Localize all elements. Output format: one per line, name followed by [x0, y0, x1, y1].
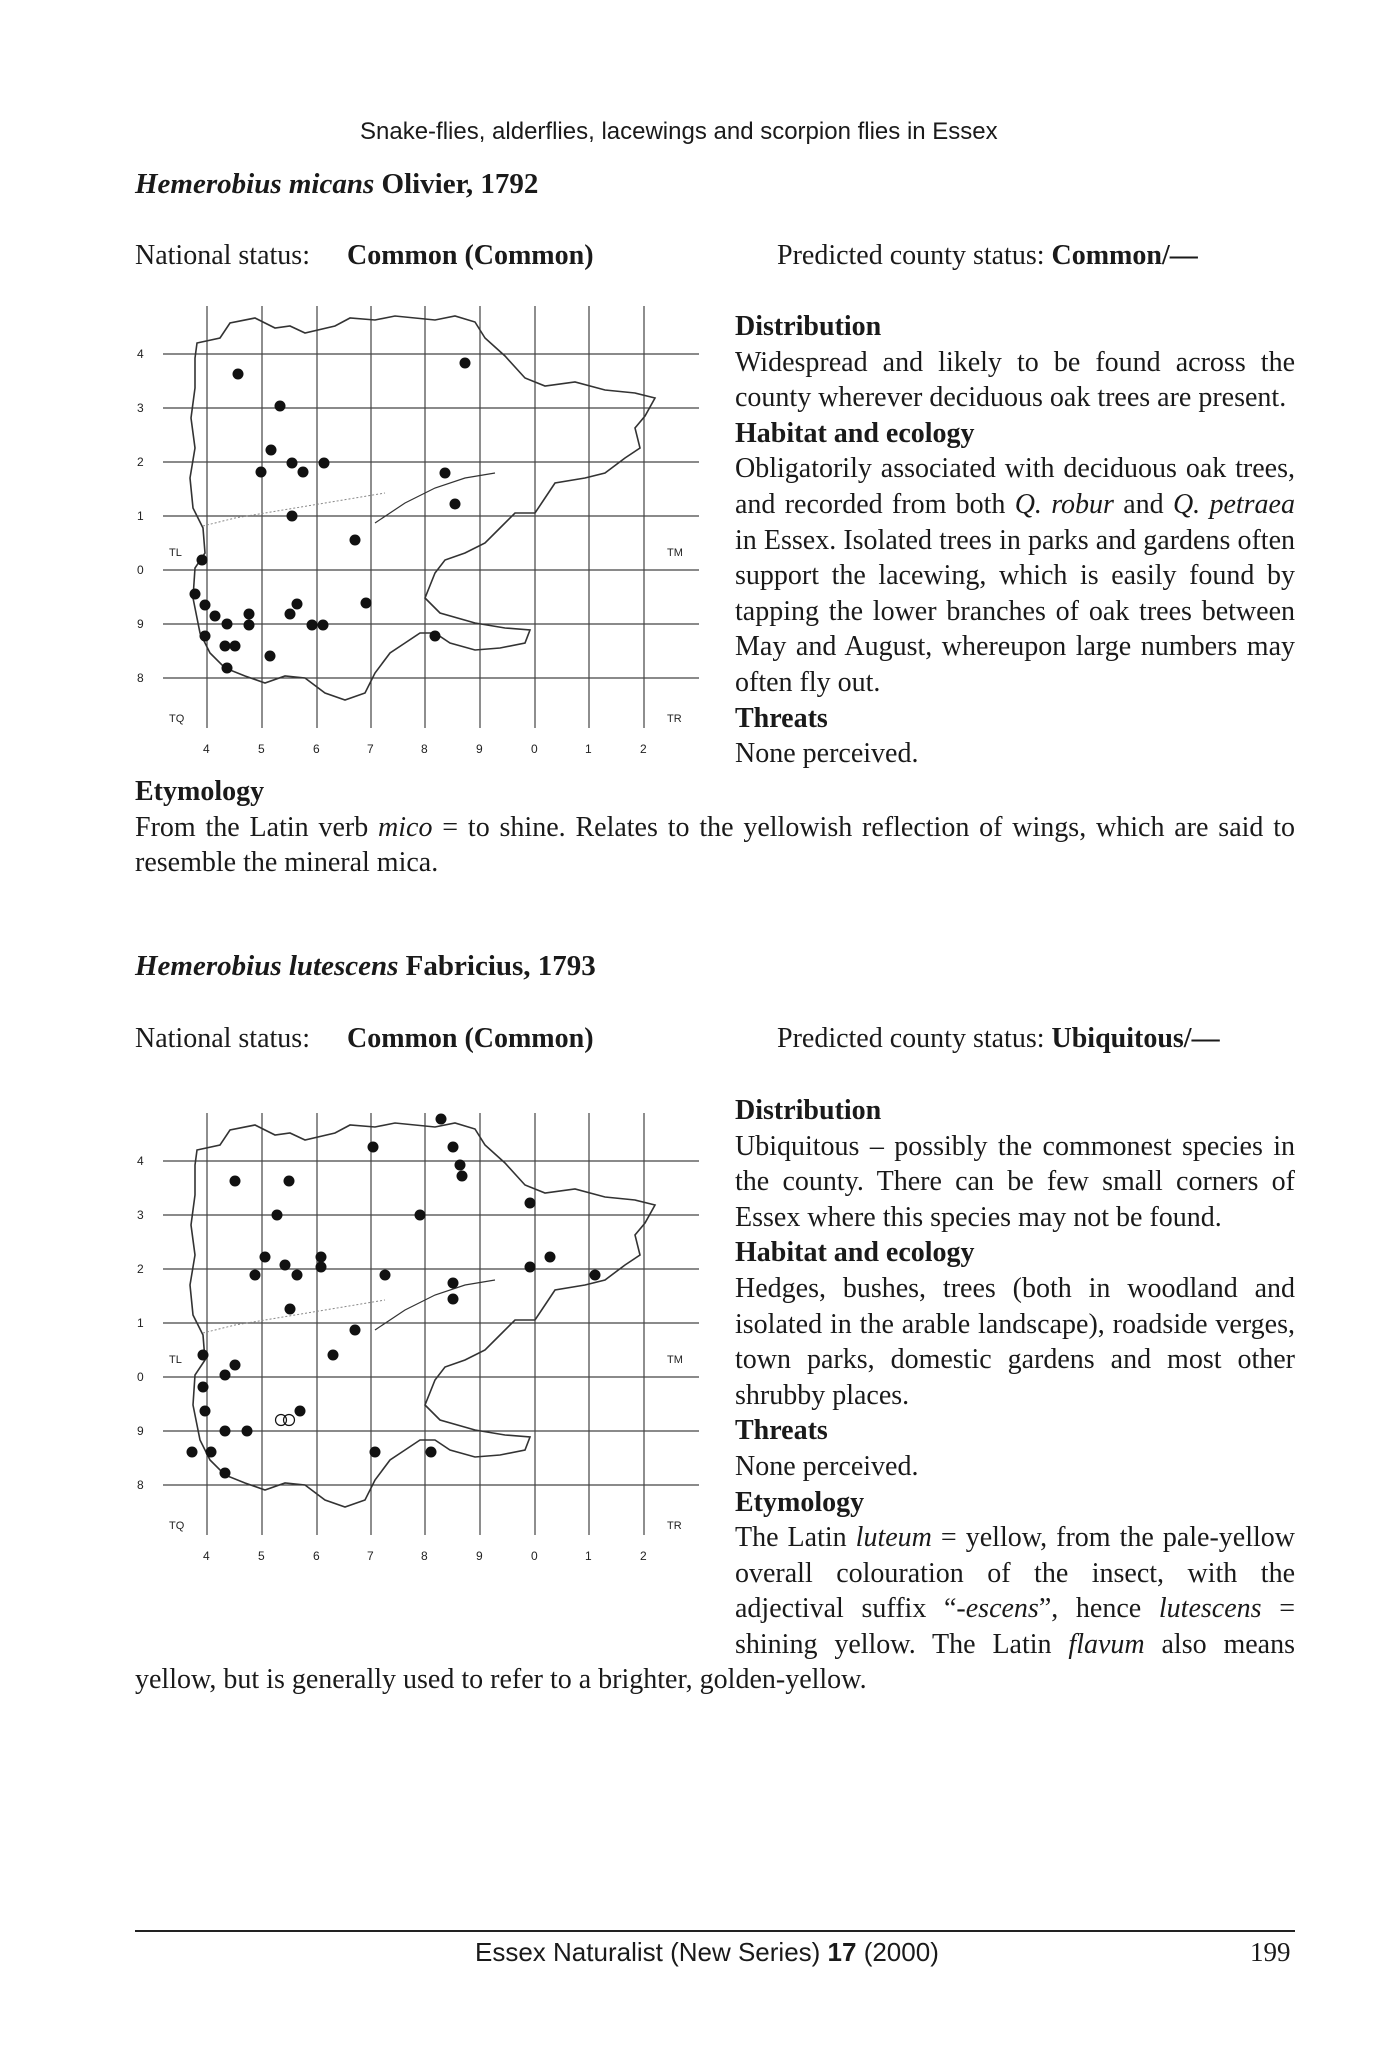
record-dot	[295, 1406, 306, 1417]
record-dot	[448, 1294, 459, 1305]
record-dot	[265, 651, 276, 662]
county-outline	[190, 1123, 655, 1507]
record-dot	[266, 445, 277, 456]
record-dot	[316, 1262, 327, 1273]
footer-journal: Essex Naturalist (New Series)	[475, 1937, 828, 1967]
record-dot	[244, 609, 255, 620]
species-2-name: Hemerobius lutescens	[135, 950, 399, 982]
map-row-labels	[137, 347, 144, 685]
square-label-tl: TL	[169, 1354, 182, 1366]
row-label: 9	[137, 617, 144, 631]
col-label: 1	[585, 742, 592, 756]
etymology-text-part: The Latin	[735, 1522, 856, 1553]
row-label: 4	[137, 347, 144, 361]
record-dot	[318, 620, 329, 631]
record-dot	[460, 358, 471, 369]
square-label-tq: TQ	[169, 1520, 185, 1532]
record-dot	[368, 1142, 379, 1153]
record-dot	[187, 1447, 198, 1458]
distribution-text: Widespread and likely to be found across the county wherever deciduous oak trees are present.	[735, 346, 1295, 414]
col-label: 2	[640, 1549, 647, 1563]
predicted-status-value: Common/—	[1051, 240, 1198, 271]
record-dot	[328, 1350, 339, 1361]
record-dot	[450, 499, 461, 510]
square-label-tm: TM	[667, 547, 683, 559]
square-label-tr: TR	[667, 713, 682, 725]
record-dot	[380, 1270, 391, 1281]
etymology-italic: luteum	[855, 1522, 932, 1553]
record-dot	[244, 620, 255, 631]
record-dot	[250, 1270, 261, 1281]
etymology-italic: lutescens	[1158, 1593, 1262, 1625]
col-label: 0	[531, 742, 538, 756]
footer-year: (2000)	[856, 1937, 939, 1967]
threats-heading: Threats	[735, 702, 828, 734]
record-dots	[187, 1114, 601, 1479]
record-dot	[220, 641, 231, 652]
col-label: 0	[531, 1549, 538, 1563]
record-dot	[525, 1262, 536, 1273]
record-dot	[430, 631, 441, 642]
species-1-etymology	[135, 774, 1295, 881]
national-status-value: Common (Common)	[347, 240, 594, 271]
col-label: 7	[367, 742, 374, 756]
record-dot	[220, 1370, 231, 1381]
etymology-text-part: = yellow, from the pale-yellow overall colouration of the insect, with the adjectival suffix “	[735, 1522, 1295, 1625]
record-dot	[200, 631, 211, 642]
species-2-text	[735, 1093, 1295, 1520]
row-label: 1	[137, 509, 144, 523]
species-1-text	[735, 309, 1295, 772]
col-label: 4	[203, 1549, 210, 1563]
etymology-text	[135, 810, 1295, 881]
etymology-text-part: From the Latin verb	[135, 811, 379, 843]
etymology-text-part: = to shine. Relates to the yellowish reflection of wings, which are said to resemble the mineral mica.	[135, 811, 1296, 879]
record-dot	[370, 1447, 381, 1458]
species-1-title	[135, 168, 538, 201]
record-dot	[233, 369, 244, 380]
record-dot	[590, 1270, 601, 1281]
record-dot	[230, 1360, 241, 1371]
record-dot	[361, 598, 372, 609]
threats-text: None perceived.	[735, 1450, 919, 1482]
row-label: 3	[137, 1208, 144, 1222]
record-dot	[200, 1406, 211, 1417]
row-label: 0	[137, 563, 144, 577]
record-dot	[285, 609, 296, 620]
record-dot	[198, 1382, 209, 1393]
record-dot	[307, 620, 318, 631]
predicted-status	[777, 240, 1198, 272]
col-label: 8	[421, 742, 428, 756]
predicted-status-value: Ubiquitous/—	[1051, 1023, 1220, 1054]
col-label: 5	[258, 742, 265, 756]
etymology-text-part: also means yellow, but is generally used to refer to a brighter, golden-yellow.	[135, 1628, 1295, 1696]
etymology-heading: Etymology	[135, 776, 265, 807]
record-dot	[436, 1114, 447, 1125]
threats-text: None perceived.	[735, 738, 919, 770]
etymology-text-part: ”, hence	[1038, 1593, 1159, 1625]
distribution-text: Ubiquitous – possibly the commonest species in the county. There can be few small corners of Essex where this species may not be found.	[735, 1130, 1295, 1233]
col-label: 6	[313, 1549, 320, 1563]
predicted-status	[777, 1023, 1220, 1055]
etymology-text-part: = shining yellow. The Latin	[735, 1593, 1295, 1660]
record-dot	[525, 1198, 536, 1209]
record-dot	[230, 1176, 241, 1187]
record-dot	[190, 589, 201, 600]
record-dot	[230, 641, 241, 652]
record-dot	[272, 1210, 283, 1221]
record-dot	[298, 467, 309, 478]
record-dot	[319, 458, 330, 469]
footer-volume: 17	[827, 1937, 857, 1967]
row-label: 9	[137, 1424, 144, 1438]
species-1-author: Olivier, 1792	[381, 168, 539, 200]
record-dot	[220, 1426, 231, 1437]
county-outline	[190, 316, 655, 700]
etymology-heading: Etymology	[735, 1486, 865, 1518]
species-2-etymology-text	[135, 1520, 1295, 1698]
distribution-heading: Distribution	[735, 1095, 882, 1126]
record-dot	[448, 1278, 459, 1289]
col-label: 1	[585, 1549, 592, 1563]
col-label: 9	[476, 742, 483, 756]
square-label-tm: TM	[667, 1354, 683, 1366]
record-dot	[284, 1176, 295, 1187]
habitat-italic: Q. robur	[1014, 488, 1114, 520]
record-dot	[198, 1350, 209, 1361]
record-dot	[455, 1160, 466, 1171]
square-label-tl: TL	[169, 547, 182, 559]
col-label: 9	[476, 1549, 483, 1563]
running-head: Snake-flies, alderflies, lacewings and scorpion flies in Essex	[360, 118, 998, 145]
record-dot	[222, 663, 233, 674]
record-dot	[350, 535, 361, 546]
pre-1980-record-circles	[276, 1415, 295, 1426]
col-label: 8	[421, 1549, 428, 1563]
footer-rule	[135, 1930, 1295, 1932]
map-col-labels	[203, 742, 647, 756]
habitat-italic: Q. petraea	[1172, 488, 1295, 520]
etymology-italic: mico	[378, 811, 433, 843]
record-dot	[275, 401, 286, 412]
row-label: 2	[137, 1262, 144, 1276]
col-label: 2	[640, 742, 647, 756]
habitat-text	[735, 451, 1295, 700]
distribution-map-1	[135, 298, 715, 768]
record-dot	[200, 600, 211, 611]
square-label-tq: TQ	[169, 713, 185, 725]
open-record-circle	[284, 1415, 295, 1426]
record-dot	[287, 511, 298, 522]
record-dot	[280, 1260, 291, 1271]
col-label: 7	[367, 1549, 374, 1563]
habitat-text-part: in Essex. Isolated trees in parks and gardens often support the lacewing, which is easily found by tapping the lower branches of oak trees between May and August, whereupon large numbers may often fly out.	[735, 524, 1295, 698]
predicted-status-label: Predicted county status:	[777, 240, 1045, 271]
record-dot	[415, 1210, 426, 1221]
row-label: 8	[137, 1478, 144, 1492]
distribution-heading: Distribution	[735, 311, 882, 342]
record-dot	[197, 555, 208, 566]
record-dot	[457, 1171, 468, 1182]
record-dot	[316, 1252, 327, 1263]
row-label: 2	[137, 455, 144, 469]
row-label: 4	[137, 1154, 144, 1168]
species-2-title	[135, 950, 596, 983]
record-dot	[287, 458, 298, 469]
page-number: 199	[1250, 1937, 1291, 1967]
record-dot	[220, 1468, 231, 1479]
record-dot	[448, 1142, 459, 1153]
footer-citation	[475, 1937, 939, 1968]
col-label: 4	[203, 742, 210, 756]
habitat-text-part: Obligatorily associated with deciduous oak trees, and recorded from both	[735, 453, 1295, 520]
record-dot	[256, 467, 267, 478]
record-dot	[222, 619, 233, 630]
col-label: 5	[258, 1549, 265, 1563]
etymology-italic: -escens	[956, 1593, 1039, 1625]
habitat-text: Hedges, bushes, trees (both in woodland and isolated in the arable landscape), roadside verges, town parks, domestic gardens and most other shrubby places.	[735, 1272, 1295, 1411]
etymology-italic: flavum	[1068, 1628, 1145, 1660]
row-label: 3	[137, 401, 144, 415]
record-dot	[545, 1252, 556, 1263]
species-1-name: Hemerobius micans	[135, 168, 375, 200]
threats-heading: Threats	[735, 1415, 828, 1447]
species-2-author: Fabricius, 1793	[405, 950, 596, 982]
record-dot	[292, 599, 303, 610]
record-dot	[206, 1447, 217, 1458]
record-dot	[210, 611, 221, 622]
national-status-label: National status:	[135, 1023, 310, 1054]
record-dot	[260, 1252, 271, 1263]
habitat-heading: Habitat and ecology	[735, 417, 975, 449]
map-row-labels	[137, 1154, 144, 1492]
record-dot	[242, 1426, 253, 1437]
map-float-spacer	[135, 1520, 735, 1627]
national-status-value: Common (Common)	[347, 1023, 594, 1054]
record-dot	[285, 1304, 296, 1315]
row-label: 8	[137, 671, 144, 685]
habitat-text-part: and	[1113, 488, 1173, 520]
record-dot	[350, 1325, 361, 1336]
record-dot	[426, 1447, 437, 1458]
square-label-tr: TR	[667, 1520, 682, 1532]
col-label: 6	[313, 742, 320, 756]
habitat-heading: Habitat and ecology	[735, 1237, 975, 1269]
predicted-status-label: Predicted county status:	[777, 1023, 1045, 1054]
record-dot	[292, 1270, 303, 1281]
record-dot	[440, 468, 451, 479]
row-label: 1	[137, 1316, 144, 1330]
national-status-label: National status:	[135, 240, 310, 271]
row-label: 0	[137, 1370, 144, 1384]
distribution-map-2	[135, 1105, 715, 1575]
